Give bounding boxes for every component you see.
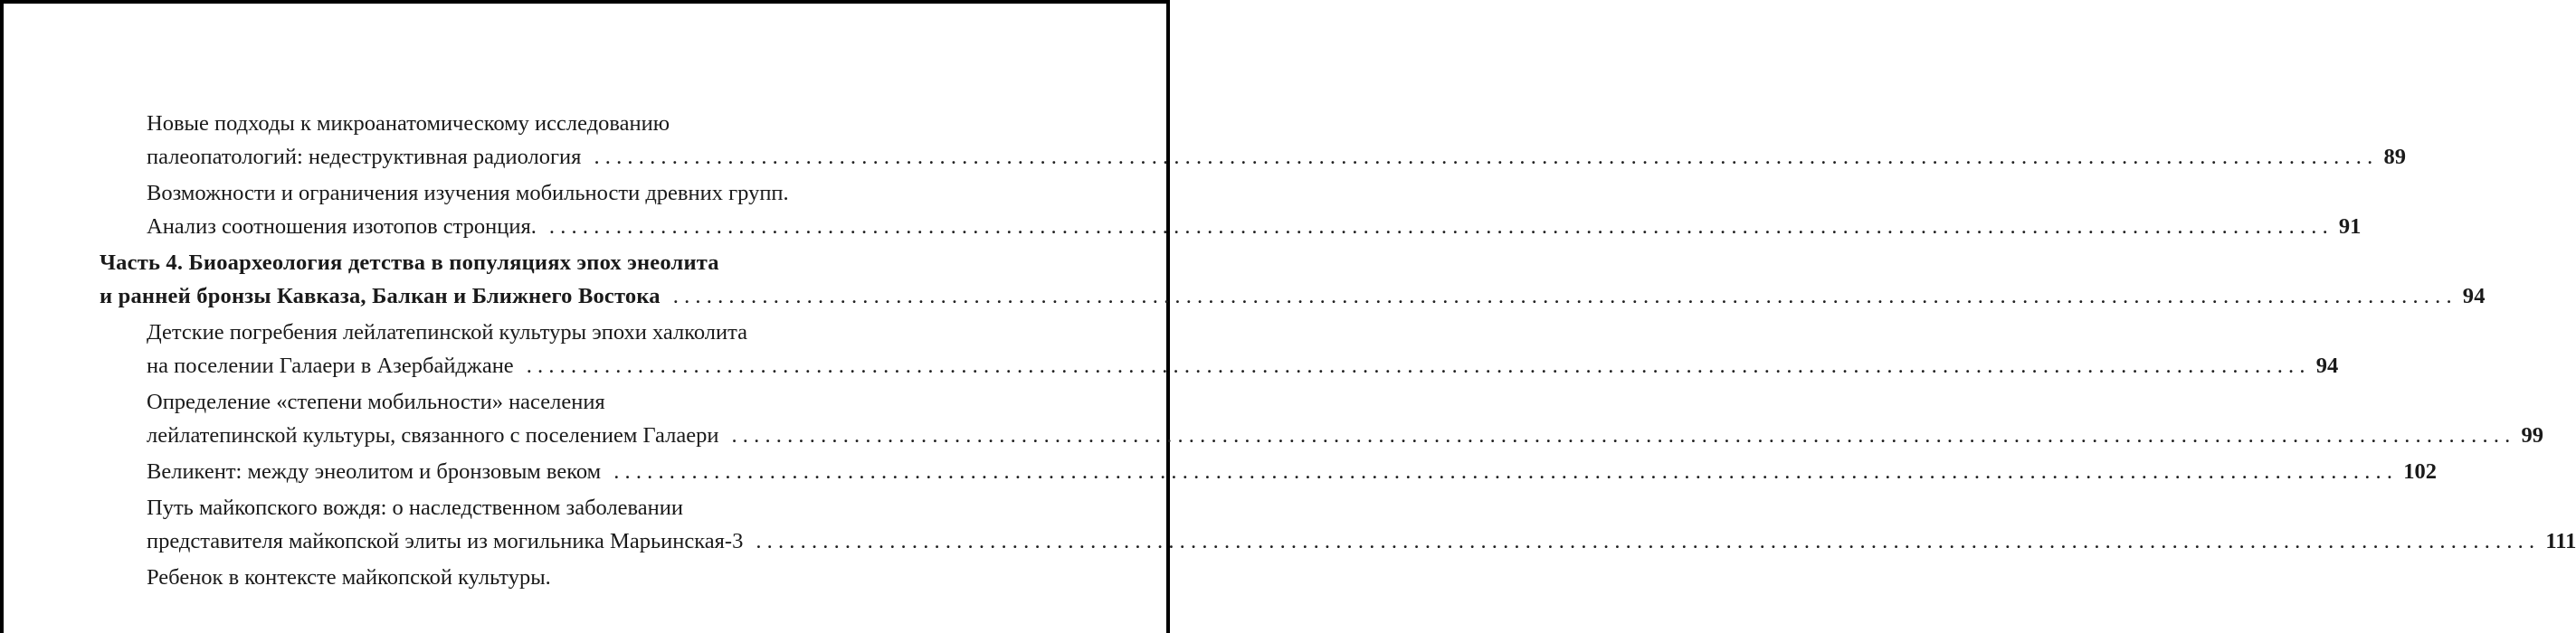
toc-entry[interactable] (100, 316, 2339, 383)
toc-entry[interactable] (100, 385, 2543, 452)
toc-entry-last-line (147, 524, 2576, 558)
toc-entry-title-line: Анализ соотношения изотопов стронция. (147, 214, 537, 239)
toc-entry[interactable] (100, 107, 2406, 174)
toc-entry-title-line: лейлатепинской культуры, связанного с поселением Галаери (147, 423, 719, 448)
toc-entry[interactable] (100, 455, 2437, 488)
toc-entry-title-line: Возможности и ограничения изучения мобильности древних групп. (147, 181, 789, 205)
dot-leader: ................................................................................................................................................................ (672, 284, 2457, 308)
toc-entry-title-line: палеопатологий: недеструктивная радиология (147, 145, 582, 169)
page-number: 111 (2545, 529, 2576, 553)
table-of-contents (100, 107, 2576, 597)
toc-part-heading[interactable] (100, 246, 2486, 313)
page-number: 94 (2315, 354, 2339, 378)
toc-entry[interactable] (100, 491, 2576, 558)
toc-entry-title-line: Путь майкопского вождя: о наследственном заболевании (147, 496, 684, 520)
toc-entry-title-line: Детские погребения лейлатепинской культуры эпохи халколита (147, 320, 748, 345)
toc-entry-title-line: Великент: между энеолитом и бронзовым веком (147, 459, 602, 484)
toc-entry-title-line: Определение «степени мобильности» населения (147, 390, 605, 414)
toc-entry-last-line (100, 279, 2486, 313)
toc-entry[interactable] (100, 176, 2362, 243)
toc-entry-title-line: Ребенок в контексте майкопской культуры. (147, 565, 551, 590)
toc-entry-title-line: на поселении Галаери в Азербайджане (147, 354, 514, 378)
dot-leader: ................................................................................................................................................................ (526, 354, 2311, 378)
toc-entry-title-line: Новые подходы к микроанатомическому исследованию (147, 111, 670, 136)
toc-entry-last-line (147, 349, 2339, 383)
dot-leader: ................................................................................................................................................................ (594, 145, 2379, 169)
page-number: 99 (2521, 423, 2543, 448)
dot-leader: ................................................................................................................................................................ (613, 459, 2399, 484)
toc-part-title-line: и ранней бронзы Кавказа, Балкан и Ближнего Востока (100, 284, 661, 308)
page-number: 102 (2403, 459, 2437, 484)
toc-entry-title-line: представителя майкопской элиты из могильника Марьинская-3 (147, 529, 744, 553)
toc-entry-last-line (147, 455, 2437, 488)
page-number: 94 (2462, 284, 2486, 308)
page-number: 91 (2338, 214, 2362, 239)
toc-entry[interactable] (100, 561, 1075, 594)
toc-part-title-line: Часть 4. Биоархеология детства в популяциях эпох энеолита (100, 250, 719, 275)
dot-leader: ................................................................................................................................................................ (731, 423, 2516, 448)
dot-leader: ................................................................................................................................................................ (756, 529, 2541, 553)
toc-entry-last-line (147, 210, 2362, 243)
page-number: 89 (2383, 145, 2406, 169)
dot-leader: ................................................................................................................................................................ (548, 214, 2334, 239)
toc-entry-last-line (147, 419, 2543, 452)
toc-entry-last-line (147, 140, 2406, 174)
